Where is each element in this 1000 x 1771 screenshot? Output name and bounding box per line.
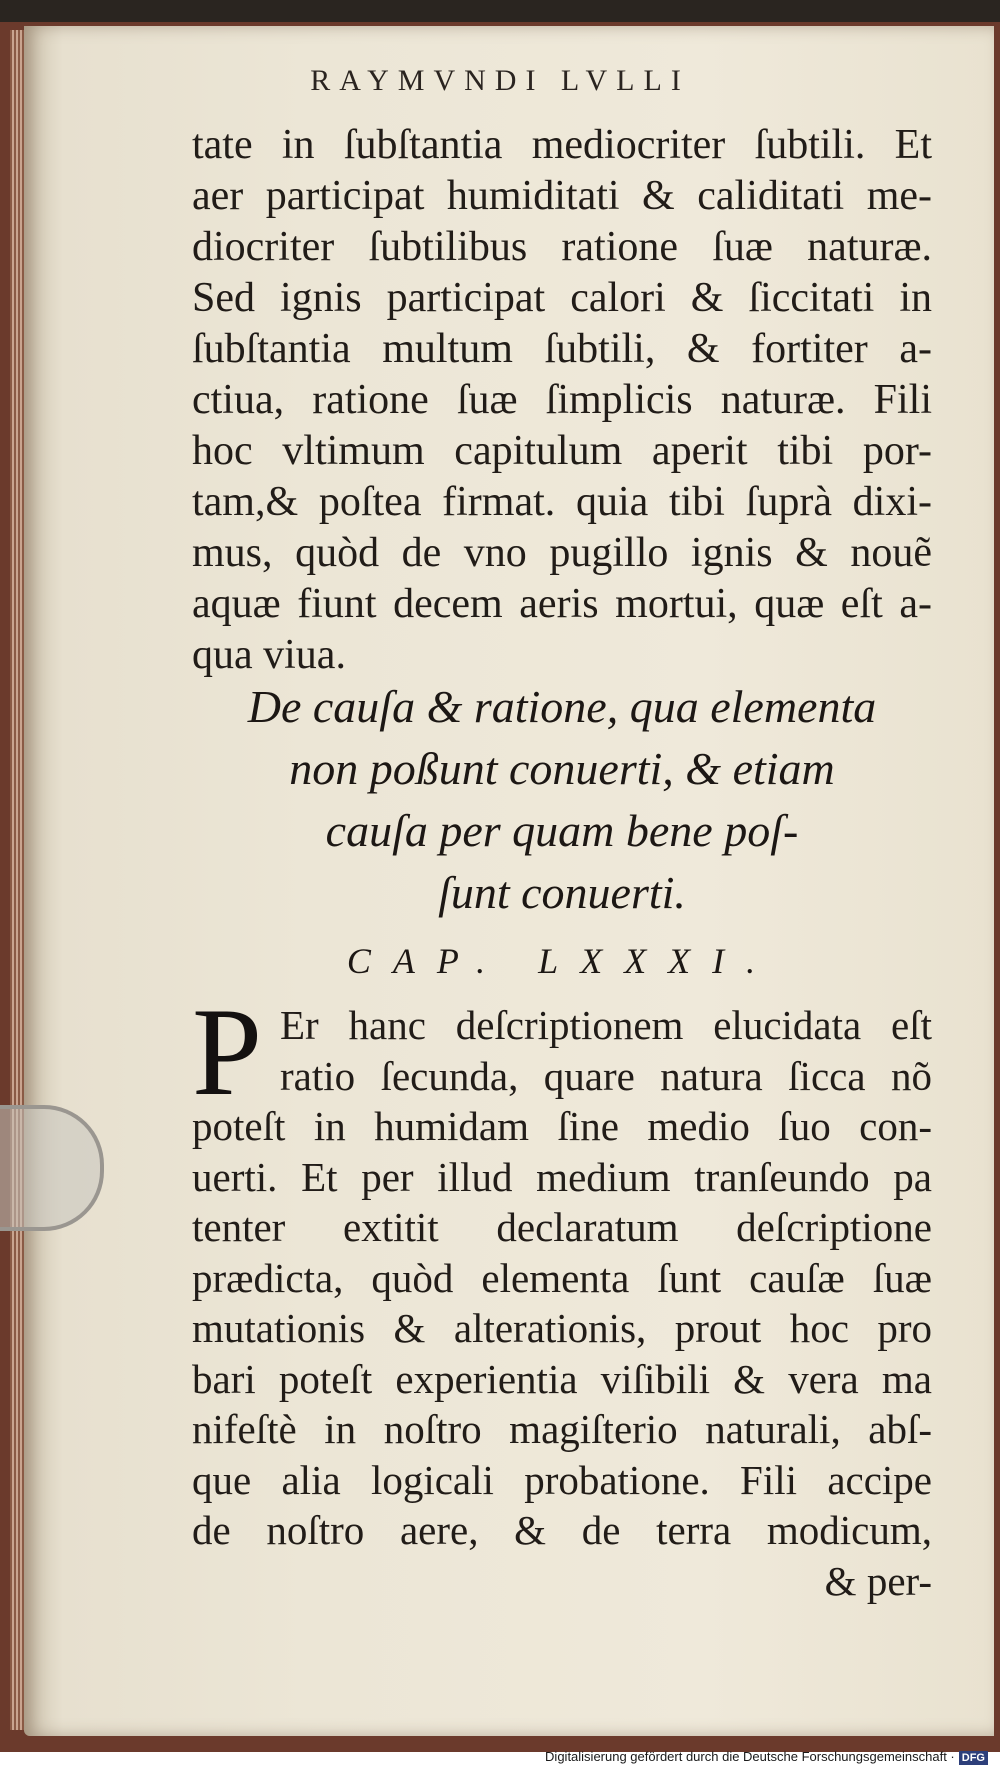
heading-line: De cauſa & ratione, qua elementa: [247, 681, 877, 732]
text-line: Er hanc deſcriptionem elucidata eſt: [280, 1002, 932, 1048]
body-text: [192, 120, 932, 681]
text-line: ratio ſecunda, quare natura ſicca nõ: [280, 1052, 932, 1099]
text-line: hoc vltimum capitulum aperit tibi por-: [192, 428, 932, 474]
text-line: uerti. Et per illud medium tranſeundo pa: [192, 1153, 932, 1200]
chapter-text: [192, 983, 932, 1606]
text-line: poteſt in humidam ſine medio ſuo con-: [192, 1103, 932, 1149]
credit-text: Digitalisierung gefördert durch die Deutsche Forschungsgemeinschaft ·: [545, 1749, 955, 1764]
text-line: mutationis & alterationis, prout hoc pro: [192, 1305, 932, 1351]
text-line: tenter extitit declaratum deſcriptione: [192, 1204, 932, 1250]
text-line: ſubſtantia multum ſubtili, & fortiter a-: [192, 326, 932, 372]
text-line: tam,& poſtea firmat. quia tibi ſuprà dixi-: [192, 479, 932, 525]
digitization-credit: [545, 1749, 988, 1765]
drop-cap: P: [192, 983, 263, 1122]
text-line: de noſtro aere, & de terra modicum,: [192, 1507, 932, 1553]
chapter-label: CAP. LXXXI.: [346, 941, 778, 981]
text-line: que alia logicali probatione. Fili accipe: [192, 1456, 932, 1503]
text-line: qua viua.: [192, 632, 346, 678]
heading-line: cauſa per quam bene poſ-: [325, 805, 799, 856]
heading-line: ſunt conuerti.: [438, 867, 686, 918]
heading-line: non poßunt conuerti, & etiam: [289, 743, 835, 794]
text-line: aer participat humiditati & caliditati me-: [192, 173, 932, 219]
text-line: mus, quòd de vno pugillo ignis & nouẽ: [192, 530, 932, 576]
text-line: prædicta, quòd elementa ſunt cauſæ ſuæ: [192, 1254, 932, 1301]
text-line: diocriter ſubtilibus ratione ſuæ naturæ.: [192, 224, 932, 270]
chapter-heading: [192, 676, 932, 924]
text-line: bari poteſt experientia viſibili & vera ma: [192, 1355, 932, 1402]
text-line: tate in ſubſtantia mediocriter ſubtili. Et: [192, 122, 932, 168]
dfg-logo: DFG: [959, 1751, 988, 1765]
page-edges: [10, 30, 24, 1730]
text-line: aquæ fiunt decem aeris mortui, quæ eſt a-: [192, 581, 932, 627]
text-line: nifeſtè in noſtro magiſterio naturali, abſ-: [192, 1406, 932, 1452]
running-head: RAYMVNDI LVLLI: [310, 64, 690, 97]
text-line: ctiua, ratione ſuæ ſimplicis naturæ. Fili: [192, 377, 932, 423]
catchword: & per-: [824, 1557, 932, 1604]
text-line: Sed ignis participat calori & ſiccitati in: [192, 275, 932, 321]
